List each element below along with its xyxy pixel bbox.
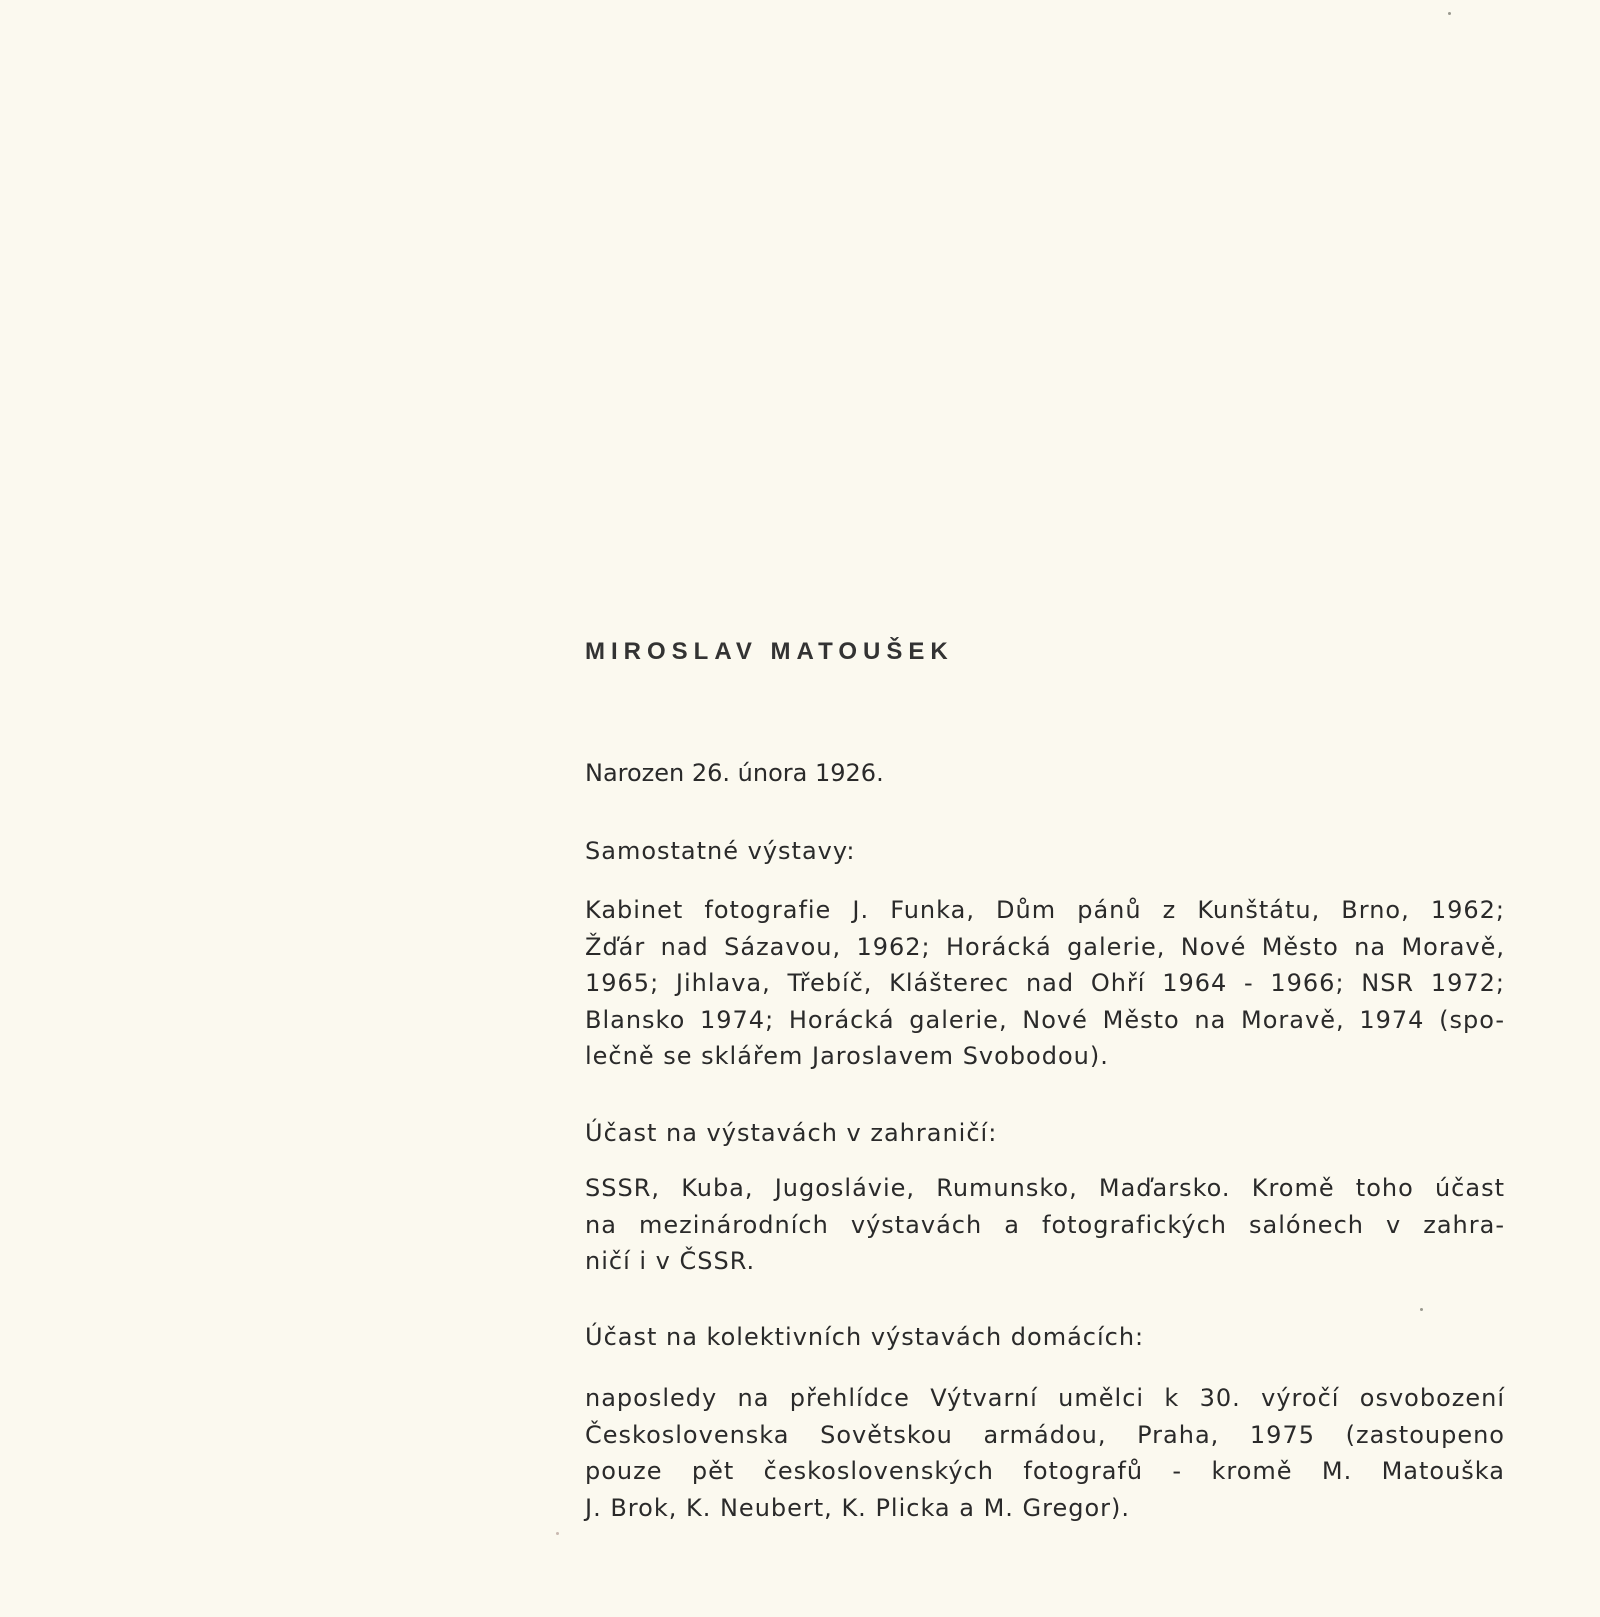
text-line: pouze pět československých fotografů - kromě M. Matouška: [585, 1457, 1505, 1485]
birth-date-text: Narozen 26. února 1926.: [585, 759, 884, 787]
text-line: SSSR, Kuba, Jugoslávie, Rumunsko, Maďarsko. Kromě toho účast: [585, 1174, 1505, 1202]
foreign-exhibitions-text: [585, 1170, 1505, 1280]
foreign-exhibitions-label: Účast na výstavách v zahraničí:: [585, 1119, 998, 1147]
biography-block: [585, 636, 1505, 1522]
text-line: lečně se sklářem Jaroslavem Svobodou).: [585, 1042, 1109, 1070]
text-line: na mezinárodních výstavách a fotografických salónech v zahra-: [585, 1210, 1505, 1239]
domestic-exhibitions-label: Účast na kolektivních výstavách domácích:: [585, 1323, 1145, 1351]
text-line: Žďár nad Sázavou, 1962; Horácká galerie, Nové Město na Moravě,: [585, 932, 1505, 961]
text-line: ničí i v ČSSR.: [585, 1247, 756, 1275]
text-line: 1965; Jihlava, Třebíč, Klášterec nad Ohří 1964 - 1966; NSR 1972;: [585, 969, 1505, 997]
text-line: Blansko 1974; Horácká galerie, Nové Město na Moravě, 1974 (spo-: [585, 1005, 1505, 1034]
solo-exhibitions-label: Samostatné výstavy:: [585, 837, 856, 865]
domestic-exhibitions-text: [585, 1380, 1505, 1526]
paper-speck: [1420, 1308, 1423, 1311]
text-line: naposledy na přehlídce Výtvarní umělci k 30. výročí osvobození: [585, 1384, 1505, 1412]
artist-name-heading: MIROSLAV MATOUŠEK: [585, 638, 954, 665]
text-line: Československa Sovětskou armádou, Praha, 1975 (zastoupeno: [585, 1420, 1505, 1449]
text-line: J. Brok, K. Neubert, K. Plicka a M. Gregor).: [585, 1493, 1131, 1522]
solo-exhibitions-text: [585, 892, 1505, 1075]
text-line: Kabinet fotografie J. Funka, Dům pánů z Kunštátu, Brno, 1962;: [585, 896, 1505, 924]
paper-speck: [556, 1532, 559, 1535]
paper-speck: [1448, 12, 1451, 15]
